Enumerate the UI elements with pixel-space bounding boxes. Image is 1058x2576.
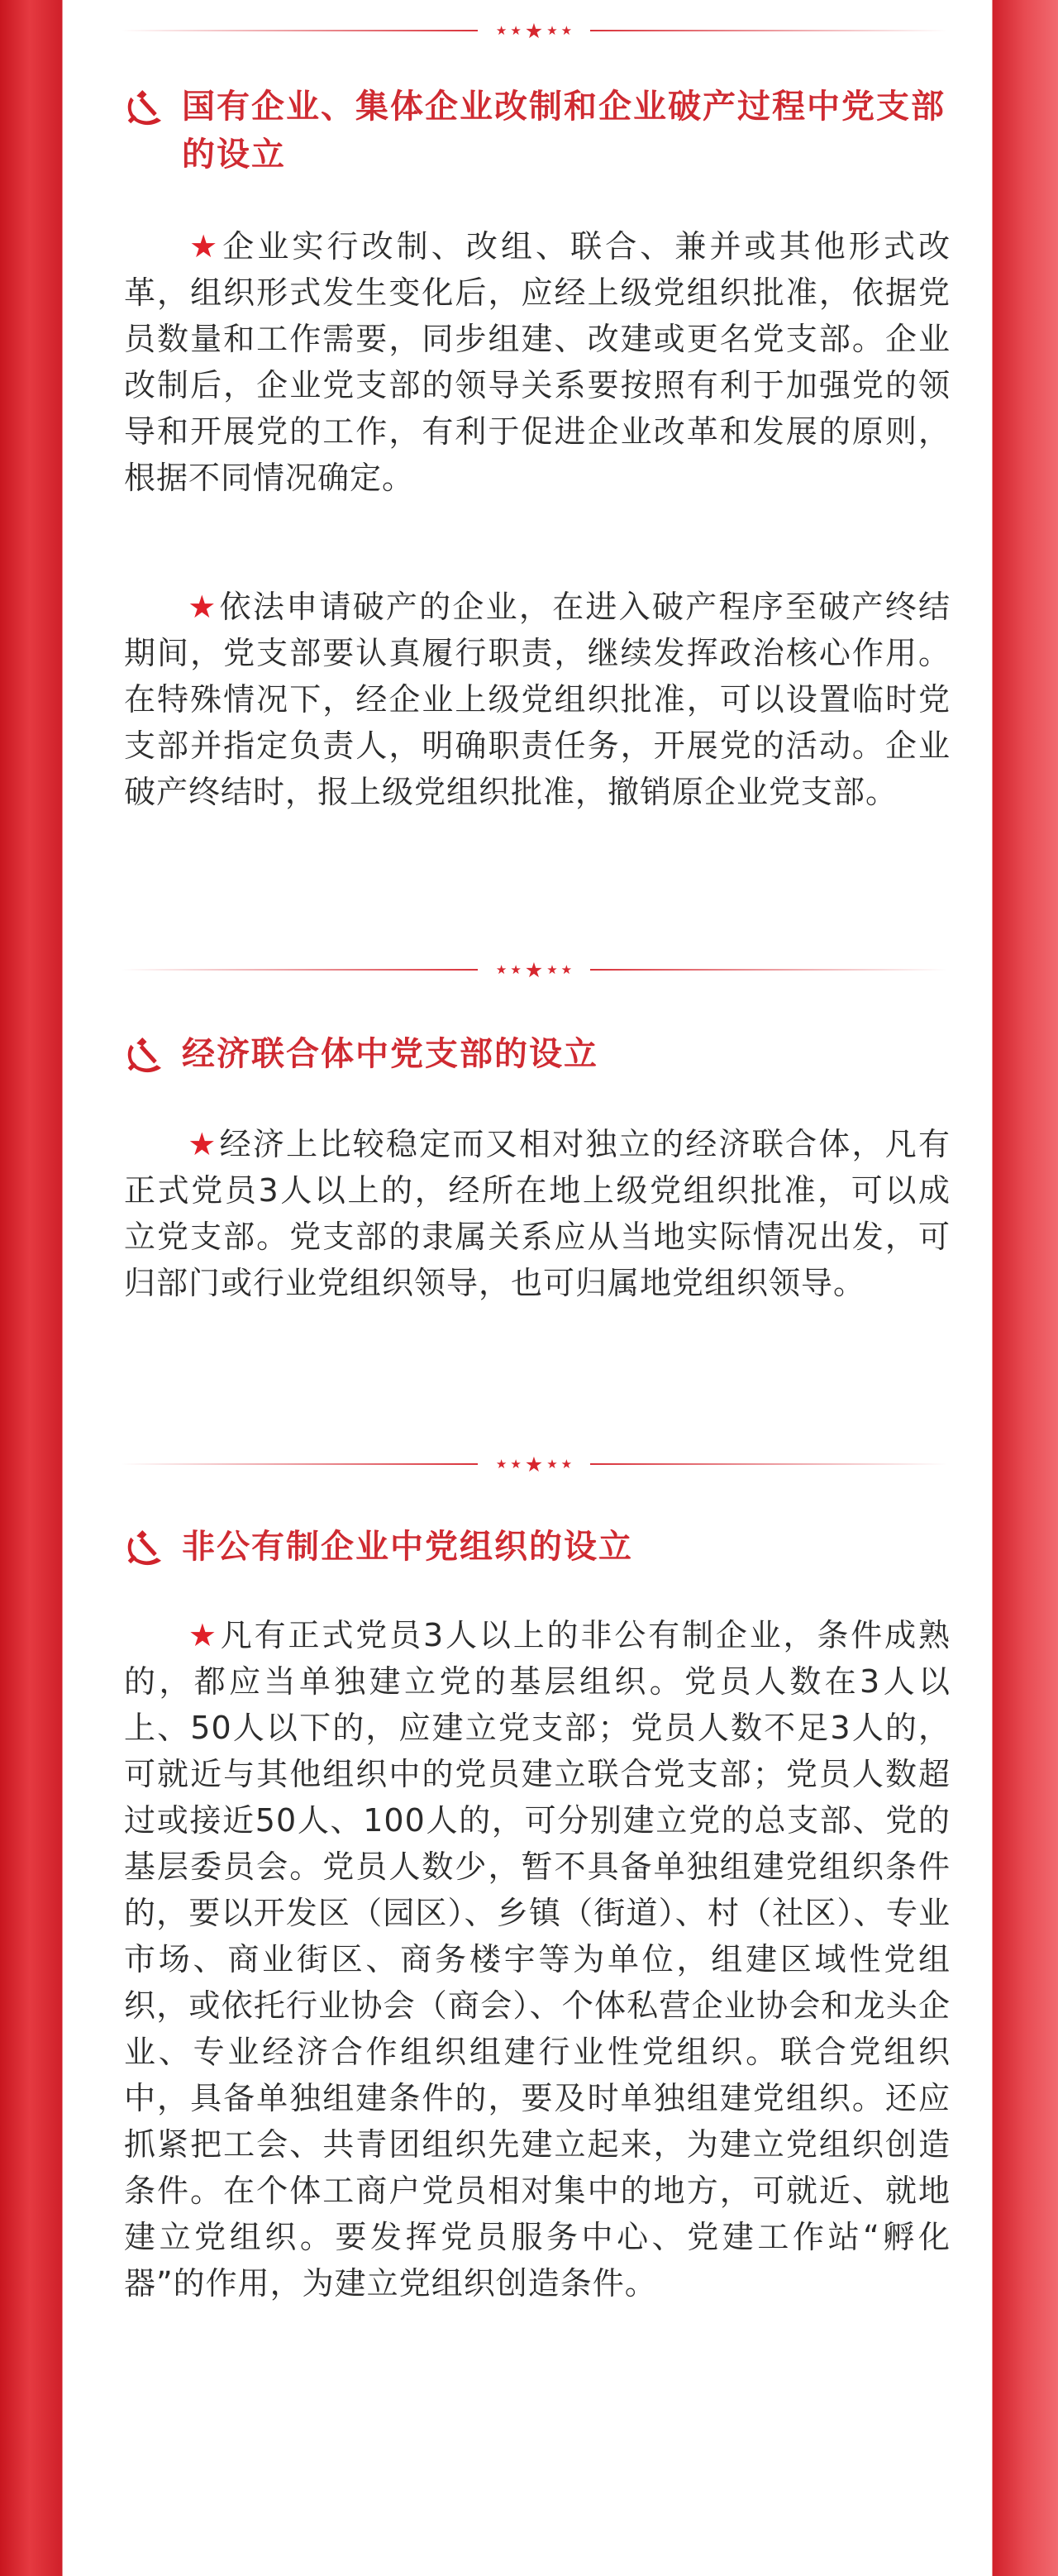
section-heading <box>121 1523 947 1571</box>
divider-stars <box>495 18 573 43</box>
divider-line-left <box>121 1463 478 1465</box>
small-star-icon: ★ <box>560 1456 573 1472</box>
paragraph-text: 依法申请破产的企业，在进入破产程序至破产终结期间，党支部要认真履行职责，继续发挥政治核心作用。在特殊情况下，经企业上级党组织批准，可以设置临时党支部并指定负责人，明确职责任务，开展党的活动。企业破产终结时，报上级党组织批准，撤销原企业党支部。 <box>124 589 951 810</box>
divider-line-right <box>590 969 947 971</box>
small-star-icon: ★ <box>495 22 508 38</box>
paragraph-text: 凡有正式党员3人以上的非公有制企业，条件成熟的，都应当单独建立党的基层组织。党员人数在3人以上、50人以下的，应建立党支部；党员人数不足3人的，可就近与其他组织中的党员建立联合党支部；党员人数超过或接近50人、100人的，可分别建立党的总支部、党的基层委员会。党员人数少，暂不具备单独组建党组织条件的，要以开发区（园区）、乡镇（街道）、村（社区）、专业市场、商业街区、商务楼宇等为单位，组建区域性党组织，或依托行业协会（商会）、个体私营企业协会和龙头企业、专业经济合作组织组建行业性党组织。联合党组织中，具备单独组建条件的，要及时单独组建党组织。还应抓紧把工会、共青团组织先建立起来，为建立党组织创造条件。在个体工商户党员相对集中的地方，可就近、就地建立党组织。要发挥党员服务中心、党建工作站“孵化器”的作用，为建立党组织创造条件。 <box>124 1617 951 2302</box>
paragraph <box>124 584 951 815</box>
party-emblem-icon <box>121 84 167 131</box>
big-star-icon: ★ <box>524 957 544 982</box>
section-divider <box>121 18 947 43</box>
divider-line-right <box>590 1463 947 1465</box>
section-title: 经济联合体中党支部的设立 <box>182 1035 598 1073</box>
article-panel <box>63 0 992 2576</box>
section-divider <box>121 1452 947 1476</box>
paragraph <box>124 1612 951 2306</box>
section-divider <box>121 957 947 982</box>
small-star-icon: ★ <box>510 22 522 38</box>
small-star-icon: ★ <box>546 22 558 38</box>
big-star-icon: ★ <box>524 1452 544 1476</box>
small-star-icon: ★ <box>546 1456 558 1472</box>
star-bullet-icon: ★ <box>187 1126 218 1162</box>
section-heading <box>121 83 947 179</box>
small-star-icon: ★ <box>560 961 573 977</box>
small-star-icon: ★ <box>495 961 508 977</box>
section-heading <box>121 1030 947 1078</box>
divider-stars <box>495 957 573 982</box>
small-star-icon: ★ <box>510 1456 522 1472</box>
divider-line-right <box>590 30 947 31</box>
divider-line-left <box>121 969 478 971</box>
divider-line-left <box>121 30 478 31</box>
divider-stars <box>496 1454 572 1475</box>
small-star-icon: ★ <box>560 22 573 38</box>
small-star-icon: ★ <box>495 1456 508 1472</box>
star-bullet-icon: ★ <box>187 589 218 625</box>
star-bullet-icon: ★ <box>187 228 222 265</box>
paragraph-text: 企业实行改制、改组、联合、兼并或其他形式改革，组织形式发生变化后，应经上级党组织批准，依据党员数量和工作需要，同步组建、改建或更名党支部。企业改制后，企业党支部的领导关系要按照有利于加强党的领导和开展党的工作，有利于促进企业改革和发展的原则，根据不同情况确定。 <box>124 228 951 496</box>
paragraph-text: 经济上比较稳定而又相对独立的经济联合体，凡有正式党员3人以上的，经所在地上级党组织批准，可以成立党支部。党支部的隶属关系应从当地实际情况出发，可归部门或行业党组织领导，也可归属地党组织领导。 <box>124 1126 951 1301</box>
big-star-icon: ★ <box>524 18 544 43</box>
small-star-icon: ★ <box>546 961 558 977</box>
star-bullet-icon: ★ <box>187 1617 219 1653</box>
section-title: 国有企业、集体企业改制和企业破产过程中党支部的设立 <box>182 88 946 174</box>
small-star-icon: ★ <box>510 961 522 977</box>
paragraph <box>124 1121 951 1306</box>
party-emblem-icon <box>121 1524 167 1571</box>
party-emblem-icon <box>121 1032 167 1078</box>
section-title: 非公有制企业中党组织的设立 <box>182 1528 633 1566</box>
paragraph <box>124 223 951 501</box>
